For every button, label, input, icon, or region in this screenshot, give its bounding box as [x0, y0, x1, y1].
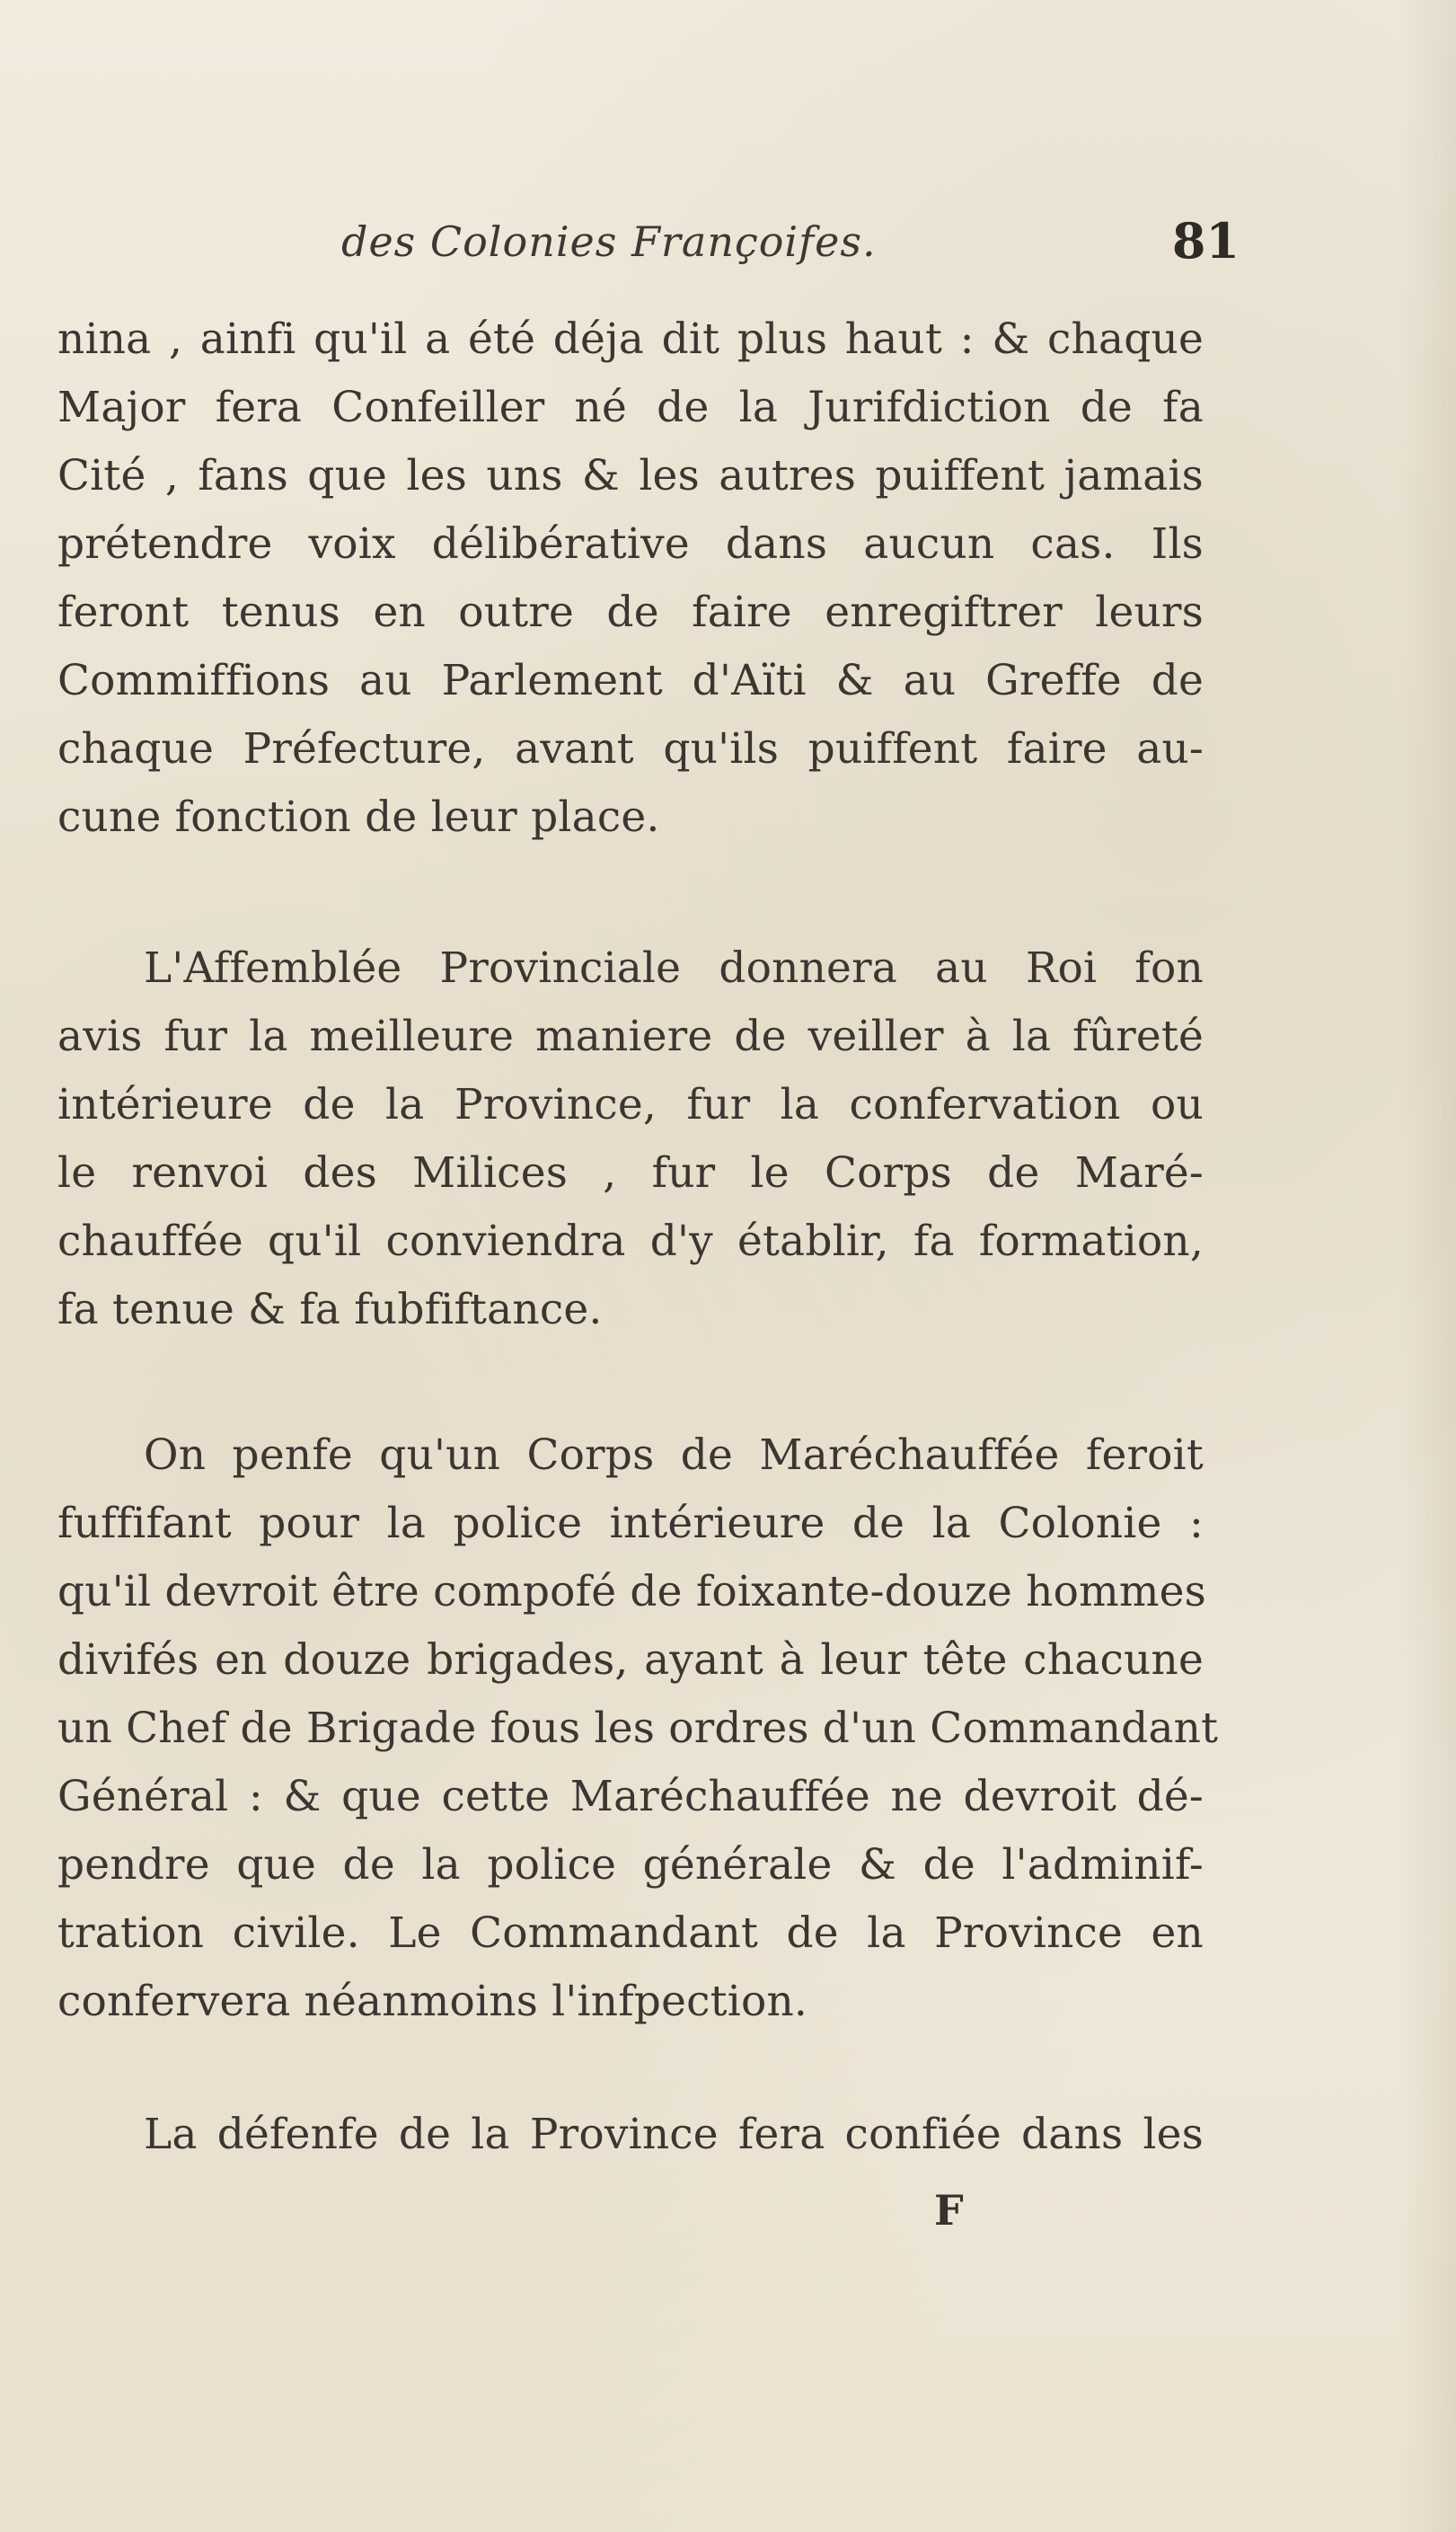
text-line: La défenfe de la Province fera confiée dans les	[144, 2110, 1204, 2159]
text-line: chaque Préfecture, avant qu'ils puiffent faire au-	[57, 724, 1204, 774]
text-line: le renvoi des Milices , fur le Corps de Maré-	[57, 1148, 1204, 1198]
text-line: On penfe qu'un Corps de Maréchauffée feroit	[144, 1430, 1204, 1480]
paragraph-4	[57, 2101, 1204, 2169]
text-line: cune fonction de leur place.	[57, 792, 660, 842]
text-line: feront tenus en outre de faire enregiftrer leurs	[57, 588, 1204, 637]
text-line: divifés en douze brigades, ayant à leur tête chacune	[57, 1635, 1204, 1685]
text-line: un Chef de Brigade fous les ordres d'un Commandant	[57, 1704, 1219, 1753]
paragraph-3	[57, 1421, 1219, 2036]
text-line: fa tenue & fa fubfiftance.	[57, 1285, 603, 1334]
text-line: Général : & que cette Maréchauffée ne devroit dé-	[57, 1772, 1204, 1821]
text-line: Cité , fans que les uns & les autres puiffent jamais	[57, 451, 1204, 500]
text-line: fuffifant pour la police intérieure de la Colonie :	[57, 1499, 1204, 1548]
text-line: tration civile. Le Commandant de la Province en	[57, 1908, 1204, 1958]
text-line: Commiffions au Parlement d'Aïti & au Greffe de	[57, 656, 1204, 705]
text-line: qu'il devroit être compofé de foixante-douze hommes	[57, 1567, 1206, 1616]
running-title: des Colonies Françoifes.	[341, 217, 877, 266]
page-number: 81	[1171, 212, 1240, 270]
text-line: avis fur la meilleure maniere de veiller à la fûreté	[57, 1012, 1204, 1061]
text-line: confervera néanmoins l'infpection.	[57, 1977, 808, 2026]
paragraph-1	[57, 305, 1204, 852]
paragraph-2	[57, 934, 1204, 1344]
page-header	[341, 207, 1240, 288]
text-line: intérieure de la Province, fur la confervation ou	[57, 1080, 1204, 1129]
text-line: Major fera Confeiller né de la Jurifdiction de fa	[57, 383, 1204, 432]
text-line: nina , ainfi qu'il a été déja dit plus haut : & chaque	[57, 314, 1204, 364]
text-line: L'Affemblée Provinciale donnera au Roi fon	[144, 943, 1204, 993]
text-line: pendre que de la police générale & de l'adminif-	[57, 1840, 1204, 1890]
signature-mark: F	[934, 2186, 964, 2235]
text-line: chauffée qu'il conviendra d'y établir, fa formation,	[57, 1217, 1204, 1266]
text-line: prétendre voix délibérative dans aucun cas. Ils	[57, 519, 1204, 569]
